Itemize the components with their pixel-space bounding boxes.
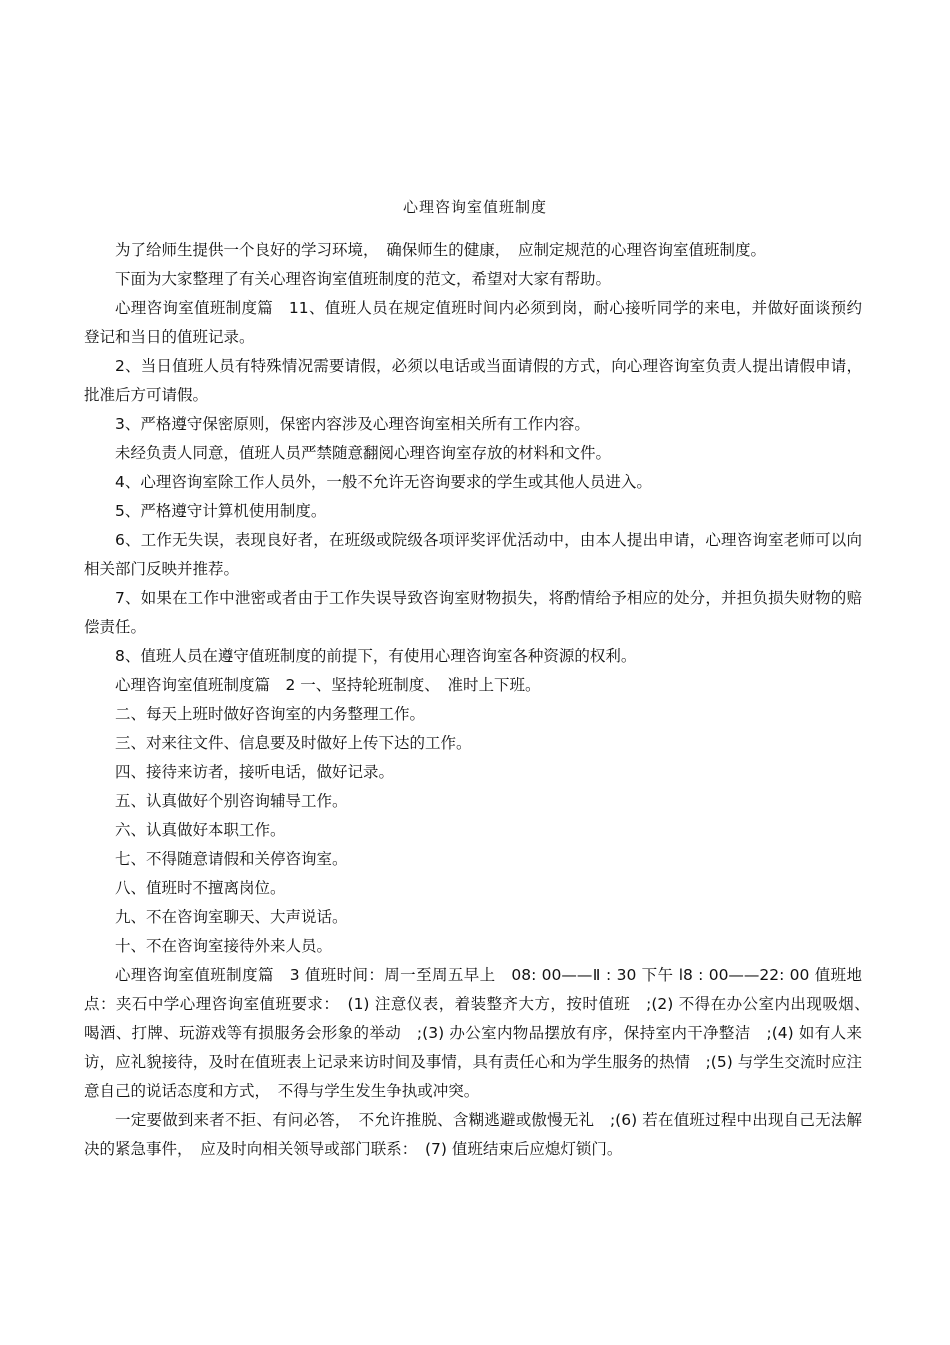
paragraph: 九、不在咨询室聊天、大声说话。 (115, 908, 348, 926)
paragraph: 七、不得随意请假和关停咨询室。 (115, 850, 348, 868)
paragraph: 2、当日值班人员有特殊情况需要请假，必须以电话或当面请假的方式，向心理咨询室负责人提出请假申请，批准后方可请假。 (84, 357, 862, 404)
paragraph: 一定要做到来者不拒、有问必答， 不允许推脱、含糊逃避或傲慢无礼 ;(6) 若在值班过程中出现自己无法解决的紧急事件， 应及时向相关领导或部门联系： (7) 值班结束后应熄灯锁门。 (84, 1111, 862, 1158)
paragraph: 四、接待来访者，接听电话，做好记录。 (115, 763, 395, 781)
paragraph: 五、认真做好个别咨询辅导工作。 (115, 792, 348, 810)
paragraph: 5、严格遵守计算机使用制度。 (115, 502, 327, 520)
paragraph: 心理咨询室值班制度篇 11、值班人员在规定值班时间内必须到岗，耐心接听同学的来电，并做好面谈预约登记和当日的值班记录。 (84, 299, 862, 346)
paragraph: 心理咨询室值班制度篇 3 值班时间：周一至周五早上 08: 00——Ⅱ : 30 下午 l8 : 00——22: 00 值班地点：夹石中学心理咨询室值班要求： (1) 注意仪表，着装整齐大方，按时值班 ;(2) 不得在办公室内出现吸烟、 喝酒、打牌、玩游戏等有损服务会形象的举动 ;(3) 办公室内物品摆放有序，保持室内干净整洁 ;(4) 如有人来访，应礼貌接待，及时在值班表上记录来访时间及事情，具有责任心和为学生服务的热情 ;(5) 与学生交流时应注意自己的说话态度和方式， 不得与学生发生争执或冲突。 (84, 966, 878, 1100)
paragraph: 六、认真做好本职工作。 (115, 821, 286, 839)
document-title: 心理咨询室值班制度 (402, 198, 547, 216)
paragraph: 8、值班人员在遵守值班制度的前提下，有使用心理咨询室各种资源的权利。 (115, 647, 637, 665)
paragraph: 下面为大家整理了有关心理咨询室值班制度的范文，希望对大家有帮助。 (115, 270, 612, 288)
paragraph: 三、对来往文件、信息要及时做好上传下达的工作。 (115, 734, 472, 752)
paragraph: 7、如果在工作中泄密或者由于工作失误导致咨询室财物损失，将酌情给予相应的处分，并担负损失财物的赔偿责任。 (84, 589, 862, 636)
paragraph: 二、每天上班时做好咨询室的内务整理工作。 (115, 705, 426, 723)
paragraph: 心理咨询室值班制度篇 2 一、坚持轮班制度、 准时上下班。 (115, 676, 541, 694)
paragraph: 未经负责人同意，值班人员严禁随意翻阅心理咨询室存放的材料和文件。 (115, 444, 612, 462)
paragraph: 4、心理咨询室除工作人员外，一般不允许无咨询要求的学生或其他人员进入。 (115, 473, 652, 491)
paragraph: 八、值班时不擅离岗位。 (115, 879, 286, 897)
paragraph: 3、严格遵守保密原则，保密内容涉及心理咨询室相关所有工作内容。 (115, 415, 590, 433)
paragraph: 6、工作无失误，表现良好者，在班级或院级各项评奖评优活动中，由本人提出申请，心理咨询室老师可以向相关部门反映并推荐。 (84, 531, 862, 578)
paragraph: 十、不在咨询室接待外来人员。 (115, 937, 333, 955)
paragraph: 为了给师生提供一个良好的学习环境， 确保师生的健康， 应制定规范的心理咨询室值班制度。 (115, 241, 767, 259)
document-body (84, 236, 878, 1164)
